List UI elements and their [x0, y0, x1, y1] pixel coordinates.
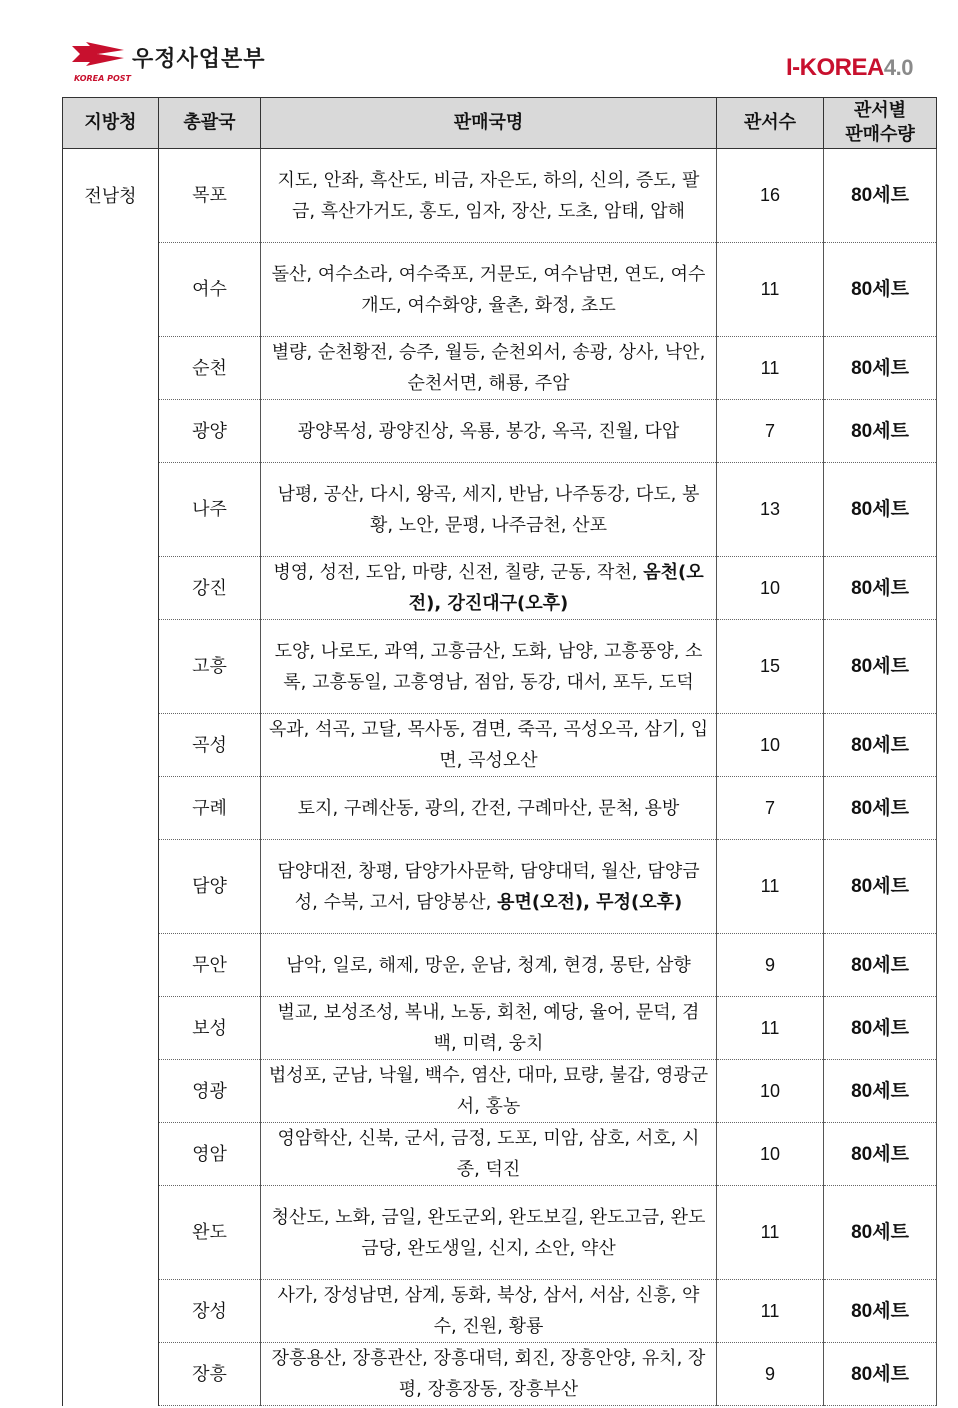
stores-text: 별량, 순천황전, 승주, 월등, 순천외서, 송광, 상사, 낙안, 순천서면, 해룡, 주암: [271, 342, 706, 394]
i-korea-logo-version: 4.0: [883, 55, 913, 80]
office-cell: 강진: [159, 557, 261, 620]
stores-text: 옥과, 석곡, 고달, 목사동, 겸면, 죽곡, 곡성오곡, 삼기, 입면, 곡성오산: [268, 719, 709, 771]
stores-text: 법성포, 군남, 낙월, 백수, 염산, 대마, 묘량, 불갑, 영광군서, 홍농: [268, 1065, 709, 1117]
stores-cell: [261, 714, 717, 777]
office-cell: 광양: [159, 400, 261, 463]
stores-bold-text: 옴천(오전), 강진대구(오후): [408, 562, 704, 614]
quantity-cell: 80세트: [824, 840, 937, 934]
quantity-cell: 80세트: [824, 557, 937, 620]
stores-cell: [261, 620, 717, 714]
header-office: 총괄국: [159, 98, 261, 149]
stores-text: 돌산, 여수소라, 여수죽포, 거문도, 여수남면, 연도, 여수개도, 여수화양, 율촌, 화정, 초도: [271, 263, 706, 316]
count-cell: 11: [717, 243, 824, 337]
stores-cell: [261, 1280, 717, 1343]
office-cell: 곡성: [159, 714, 261, 777]
quantity-cell: 80세트: [824, 934, 937, 997]
office-cell: 완도: [159, 1186, 261, 1280]
stores-text: 사가, 장성남면, 삼계, 동화, 북상, 삼서, 서삼, 신흥, 약수, 진원, 황룡: [277, 1285, 700, 1337]
table-row: [63, 149, 937, 243]
office-cell: 목포: [159, 149, 261, 243]
count-cell: 11: [717, 337, 824, 400]
stores-cell: [261, 1343, 717, 1406]
stores-cell: [261, 840, 717, 934]
stores-text: 청산도, 노화, 금일, 완도군외, 완도보길, 완도고금, 완도금당, 완도생일, 신지, 소안, 약산: [271, 1206, 706, 1259]
header-count: 관서수: [717, 98, 824, 149]
count-cell: 11: [717, 1186, 824, 1280]
table-row: [63, 243, 937, 337]
office-cell: 구례: [159, 777, 261, 840]
stores-bold-text: 용면(오전), 무정(오후): [497, 891, 683, 913]
office-cell: 장성: [159, 1280, 261, 1343]
stores-text: 장흥용산, 장흥관산, 장흥대덕, 회진, 장흥안양, 유치, 장평, 장흥장동, 장흥부산: [271, 1348, 706, 1400]
count-cell: 10: [717, 1123, 824, 1186]
quantity-cell: 80세트: [824, 1343, 937, 1406]
table-row: [63, 934, 937, 997]
table-row: [63, 777, 937, 840]
count-cell: 15: [717, 620, 824, 714]
stores-text: 남평, 공산, 다시, 왕곡, 세지, 반남, 나주동강, 다도, 봉황, 노안, 문평, 나주금천, 산포: [277, 483, 700, 536]
stores-cell: [261, 557, 717, 620]
count-cell: 9: [717, 1343, 824, 1406]
office-cell: 담양: [159, 840, 261, 934]
count-cell: 7: [717, 400, 824, 463]
office-cell: 영광: [159, 1060, 261, 1123]
stores-text: 벌교, 보성조성, 복내, 노동, 회천, 예당, 율어, 문덕, 겸백, 미력, 웅치: [277, 1002, 700, 1054]
korea-post-logo-subtext: KOREA POST: [74, 74, 131, 83]
stores-text: 도양, 나로도, 과역, 고흥금산, 도화, 남양, 고흥풍양, 소록, 고흥동일, 고흥영남, 점암, 동강, 대서, 포두, 도덕: [274, 640, 703, 693]
office-cell: 나주: [159, 463, 261, 557]
sales-office-table: [62, 97, 937, 1406]
i-korea-logo-main: I-KOREA: [786, 54, 884, 81]
header-region: 지방청: [63, 98, 159, 149]
quantity-cell: 80세트: [824, 1186, 937, 1280]
stores-text: 광양목성, 광양진상, 옥룡, 봉강, 옥곡, 진월, 다압: [297, 420, 680, 442]
office-cell: 무안: [159, 934, 261, 997]
office-cell: 보성: [159, 997, 261, 1060]
count-cell: 11: [717, 997, 824, 1060]
count-cell: 11: [717, 1280, 824, 1343]
header-quantity: 관서별 판매수량: [824, 98, 937, 149]
stores-cell: [261, 243, 717, 337]
count-cell: 10: [717, 1060, 824, 1123]
stores-cell: [261, 777, 717, 840]
header-stores: 판매국명: [261, 98, 717, 149]
korea-post-mark-icon: [72, 42, 124, 72]
count-cell: 7: [717, 777, 824, 840]
office-cell: 영암: [159, 1123, 261, 1186]
table-row: [63, 714, 937, 777]
office-cell: 여수: [159, 243, 261, 337]
office-cell: 순천: [159, 337, 261, 400]
table-row: [63, 1123, 937, 1186]
stores-text: 지도, 안좌, 흑산도, 비금, 자은도, 하의, 신의, 증도, 팔금, 흑산가거도, 홍도, 임자, 장산, 도초, 암태, 압해: [277, 169, 700, 222]
page-header: [0, 0, 958, 95]
table-row: [63, 620, 937, 714]
quantity-cell: 80세트: [824, 149, 937, 243]
table-row: [63, 1280, 937, 1343]
count-cell: 10: [717, 557, 824, 620]
table-row: [63, 463, 937, 557]
table-row: [63, 1060, 937, 1123]
stores-cell: [261, 149, 717, 243]
table-row: [63, 1343, 937, 1406]
table-row: [63, 337, 937, 400]
quantity-cell: 80세트: [824, 1123, 937, 1186]
quantity-cell: 80세트: [824, 463, 937, 557]
quantity-cell: 80세트: [824, 1060, 937, 1123]
count-cell: 16: [717, 149, 824, 243]
table-row: [63, 400, 937, 463]
stores-text: 영암학산, 신북, 군서, 금정, 도포, 미암, 삼호, 서호, 시종, 덕진: [277, 1128, 700, 1180]
table-row: [63, 557, 937, 620]
stores-cell: [261, 1123, 717, 1186]
stores-cell: [261, 463, 717, 557]
count-cell: 11: [717, 840, 824, 934]
count-cell: 10: [717, 714, 824, 777]
stores-cell: [261, 400, 717, 463]
stores-text: 담양대전, 창평, 담양가사문학, 담양대덕, 월산, 담양금성, 수북, 고서, 담양봉산,: [277, 860, 700, 913]
stores-cell: [261, 1060, 717, 1123]
quantity-cell: 80세트: [824, 997, 937, 1060]
stores-cell: [261, 1186, 717, 1280]
count-cell: 13: [717, 463, 824, 557]
stores-cell: [261, 997, 717, 1060]
stores-text: 병영, 성전, 도암, 마량, 신전, 칠량, 군동, 작천,: [273, 562, 638, 583]
quantity-cell: 80세트: [824, 1280, 937, 1343]
quantity-cell: 80세트: [824, 714, 937, 777]
i-korea-logo: [786, 54, 913, 82]
office-cell: 고흥: [159, 620, 261, 714]
stores-cell: [261, 337, 717, 400]
stores-text: 남악, 일로, 해제, 망운, 운남, 청계, 현경, 몽탄, 삼향: [286, 954, 691, 976]
quantity-cell: 80세트: [824, 777, 937, 840]
quantity-cell: 80세트: [824, 243, 937, 337]
count-cell: 9: [717, 934, 824, 997]
quantity-cell: 80세트: [824, 620, 937, 714]
quantity-cell: 80세트: [824, 337, 937, 400]
quantity-cell: 80세트: [824, 400, 937, 463]
table-header-row: [63, 98, 937, 149]
region-cell: 전남청: [63, 149, 159, 1406]
table-row: [63, 997, 937, 1060]
table-row: [63, 1186, 937, 1280]
korea-post-logo: [72, 38, 292, 86]
korea-post-logo-text: 우정사업본부: [132, 47, 266, 72]
office-cell: 장흥: [159, 1343, 261, 1406]
stores-text: 토지, 구례산동, 광의, 간전, 구례마산, 문척, 용방: [297, 797, 680, 819]
table-row: [63, 840, 937, 934]
stores-cell: [261, 934, 717, 997]
